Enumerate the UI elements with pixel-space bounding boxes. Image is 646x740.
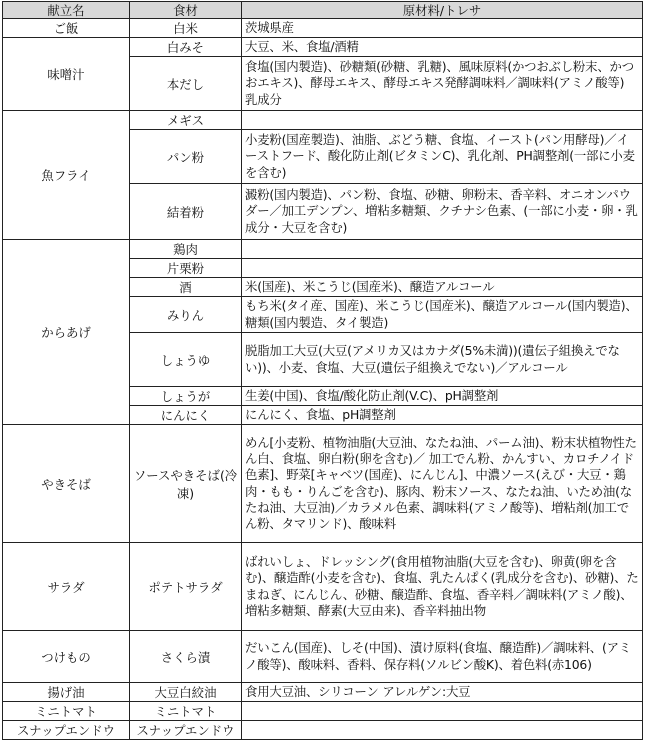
dish-name: ご飯 [3, 19, 130, 38]
raw-materials: めん[小麦粉、植物油脂(大豆油、なたね油、パーム油)、粉末状植物性たん白、食塩、卵白粉(卵を含む)／ 加工でん粉、かんすい、カロチノイド色素]、野菜[キャベツ(国産)、にんじん]、中濃ソース(えび・大豆・鶏肉・もも・りんごを含む)、豚肉、粉末ソース、なたね油、いため油(なたね油、大豆油)／カラメル色素、調味料(アミノ酸等)、増粘剤(加工でん粉、タマリンド)、酸味料 [242, 425, 643, 543]
raw-materials: 茨城県産 [242, 19, 643, 38]
ingredient-name: しょうゆ [130, 333, 242, 387]
table-row [3, 631, 643, 683]
raw-materials: 生姜(中国)、食塩/酸化防止剤(V.C)、pH調整剤 [242, 387, 643, 406]
ingredient-name: 片栗粉 [130, 259, 242, 278]
dish-name: 味噌汁 [3, 38, 130, 111]
raw-materials [242, 702, 643, 721]
table-row [3, 19, 643, 38]
ingredient-name: パン粉 [130, 130, 242, 184]
dish-name: からあげ [3, 240, 130, 425]
table-row [3, 721, 643, 740]
table-row [3, 38, 643, 57]
header-materials: 原材料/トレサ [242, 2, 643, 19]
dish-name: サラダ [3, 543, 130, 631]
ingredient-table [2, 1, 643, 740]
table-row [3, 702, 643, 721]
dish-name: 魚フライ [3, 111, 130, 240]
raw-materials [242, 240, 643, 259]
raw-materials: 小麦粉(国産製造)、油脂、ぶどう糖、食塩、イースト(パン用酵母)／イーストフード、酸化防止剤(ビタミンC)、乳化剤、PH調整剤(一部に小麦を含む) [242, 130, 643, 184]
header-ingredient: 食材 [130, 2, 242, 19]
raw-materials: ばれいしょ、ドレッシング(食用植物油脂(大豆を含む)、卵黄(卵を含む)、醸造酢(小麦を含む)、食塩、乳たんぱく(乳成分を含む)、砂糖)、たまねぎ、にんじん、砂糖、醸造酢、食塩、香辛料／調味料(アミノ酸)、増粘多糖類、酵素(大豆由来)、香辛料抽出物 [242, 543, 643, 631]
ingredient-name: にんにく [130, 406, 242, 425]
ingredient-name: ポテトサラダ [130, 543, 242, 631]
raw-materials [242, 111, 643, 130]
table-row [3, 543, 643, 631]
raw-materials: 米(国産)、米こうじ(国産米)、醸造アルコール [242, 278, 643, 297]
ingredient-name: 結着粉 [130, 184, 242, 240]
ingredient-name: スナップエンドウ [130, 721, 242, 740]
dish-name: やきそば [3, 425, 130, 543]
table-row [3, 425, 643, 543]
ingredient-name: さくら漬 [130, 631, 242, 683]
ingredient-name: みりん [130, 297, 242, 333]
raw-materials: 澱粉(国内製造)、パン粉、食塩、砂糖、卵粉末、香辛料、オニオンパウダー／加工デンプン、増粘多糖類、クチナシ色素、(一部に小麦・卵・乳成分・大豆を含む) [242, 184, 643, 240]
raw-materials [242, 721, 643, 740]
dish-name: 揚げ油 [3, 683, 130, 702]
header-dish: 献立名 [3, 2, 130, 19]
table-row [3, 111, 643, 130]
raw-materials: 食用大豆油、シリコーン アレルゲン:大豆 [242, 683, 643, 702]
ingredient-name: ソースやきそば(冷凍) [130, 425, 242, 543]
ingredient-name: しょうが [130, 387, 242, 406]
ingredient-name: 白みそ [130, 38, 242, 57]
dish-name: スナップエンドウ [3, 721, 130, 740]
ingredient-name: 白米 [130, 19, 242, 38]
table-row [3, 240, 643, 259]
dish-name: ミニトマト [3, 702, 130, 721]
raw-materials: 脱脂加工大豆(大豆(アメリカ又はカナダ(5%未満))(遺伝子組換えでない))、小麦、食塩、大豆(遺伝子組換えでない)／アルコール [242, 333, 643, 387]
ingredient-name: ミニトマト [130, 702, 242, 721]
ingredient-name: 鶏肉 [130, 240, 242, 259]
dish-name: つけもの [3, 631, 130, 683]
ingredient-name: メギス [130, 111, 242, 130]
ingredient-name: 本だし [130, 57, 242, 111]
ingredient-name: 大豆白絞油 [130, 683, 242, 702]
raw-materials: にんにく、食塩、pH調整剤 [242, 406, 643, 425]
raw-materials: 食塩(国内製造)、砂糖類(砂糖、乳糖)、風味原料(かつおぶし粉末、かつおエキス)、酵母エキス、酵母エキス発酵調味料／調味料(アミノ酸等) 乳成分 [242, 57, 643, 111]
raw-materials: 大豆、米、食塩/酒精 [242, 38, 643, 57]
table-row [3, 683, 643, 702]
raw-materials [242, 259, 643, 278]
raw-materials: だいこん(国産)、しそ(中国)、漬け原料(食塩、醸造酢)／調味料、(アミノ酸等)、酸味料、香料、保存料(ソルビン酸K)、着色料(赤106) [242, 631, 643, 683]
header-row [3, 2, 643, 19]
raw-materials: もち米(タイ産、国産)、米こうじ(国産米)、醸造アルコール(国内製造)、糖類(国内製造、タイ製造) [242, 297, 643, 333]
ingredient-name: 酒 [130, 278, 242, 297]
